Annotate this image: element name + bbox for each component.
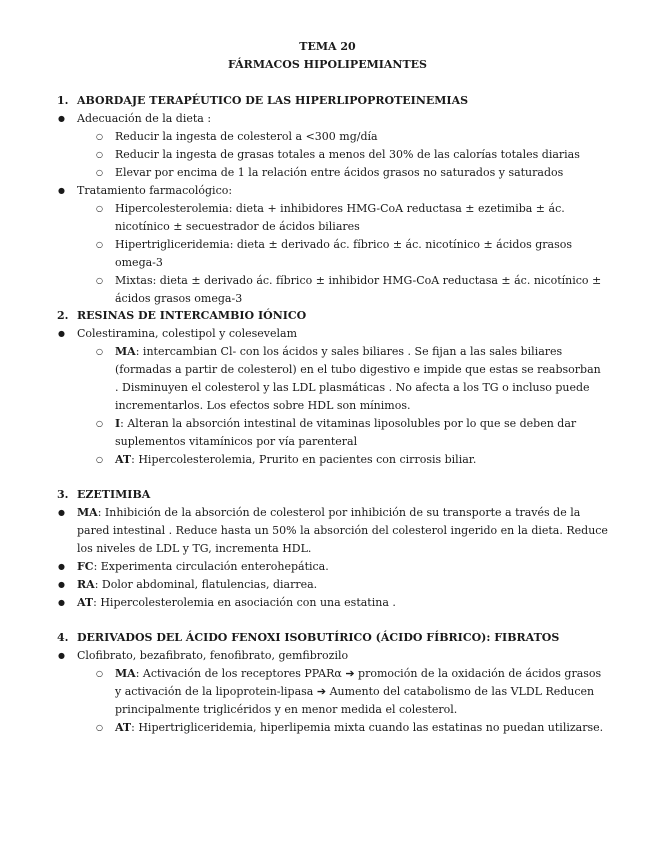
list-item: ● RA: Dolor abdominal, flatulencias, diarrea.: [57, 576, 609, 594]
section-2: [57, 307, 617, 469]
list-item: ○ I: Alteran la absorción intestinal de vitaminas liposolubles por lo que se deben dar suplementos vitamínicos por vía parenteral: [57, 415, 605, 451]
list-item: ● Colestiramina, colestipol y colesevelam: [57, 325, 609, 343]
section-4: [57, 629, 617, 737]
list-item: ● AT: Hipercolesterolemia en asociación con una estatina .: [57, 594, 609, 612]
list-item: ○ MA: intercambian Cl- con los ácidos y sales biliares . Se fijan a las sales biliares (formadas a partir de colesterol) en el tubo digestivo e impide que estas se reabsorban . Disminuyen el colesterol y las LDL plasmáticas . No afecta a los TG o incluso puede incrementarlos. Los efectos sobre HDL son mínimos.: [57, 343, 605, 415]
list-item: ○ AT: Hipercolesterolemia, Prurito en pacientes con cirrosis biliar.: [57, 451, 605, 469]
page-title: FÁRMACOS HIPOLIPEMIANTES: [227, 58, 427, 71]
topic-number: TEMA 20: [299, 40, 356, 53]
list-item: ○ MA: Activación de los receptores PPARα ➔ promoción de la oxidación de ácidos grasos y activación de la lipoprotein-lipasa ➔ Aumento del catabolismo de las VLDL Reducen principalmente triglicéridos y en menor medida el colesterol.: [57, 665, 605, 719]
list-item: ○ AT: Hipertrigliceridemia, hiperlipemia mixta cuando las estatinas no puedan utilizarse.: [57, 719, 605, 737]
list-item: ○ Mixtas: dieta ± derivado ác. fíbrico ± inhibidor HMG-CoA reductasa ± ác. nicotínico ± ácidos grasos omega-3: [57, 272, 605, 308]
list-item: ○ Elevar por encima de 1 la relación entre ácidos grasos no saturados y saturados: [57, 164, 605, 182]
list-item: ● MA: Inhibición de la absorción de colesterol por inhibición de su transporte a través de la pared intestinal . Reduce hasta un 50% la absorción del colesterol ingerido en la dieta. Reduce los niveles de LDL y TG, incrementa HDL.: [57, 504, 609, 558]
section-3: [57, 486, 617, 612]
section-1: [57, 92, 617, 308]
list-item: ● Clofibrato, bezafibrato, fenofibrato, gemfibrozilo: [57, 647, 609, 665]
list-item: ● FC: Experimenta circulación enterohepática.: [57, 558, 609, 576]
section-1-heading: 1. ABORDAJE TERAPÉUTICO DE LAS HIPERLIPOPROTEINEMIAS: [57, 94, 469, 107]
list-item: ○ Hipertrigliceridemia: dieta ± derivado ác. fíbrico ± ác. nicotínico ± ácidos grasos omega-3: [57, 236, 605, 272]
list-item: ○ Reducir la ingesta de colesterol a <300 mg/día: [57, 128, 605, 146]
section-2-heading: 2. RESINAS DE INTERCAMBIO IÓNICO: [57, 309, 307, 322]
list-item: ● Tratamiento farmacológico:: [57, 182, 609, 200]
section-4-heading: 4. DERIVADOS DEL ÁCIDO FENOXI ISOBUTÍRICO (ÁCIDO FÍBRICO): FIBRATOS: [57, 631, 560, 644]
list-item: ○ Hipercolesterolemia: dieta + inhibidores HMG-CoA reductasa ± ezetimiba ± ác. nicotínico ± secuestrador de ácidos biliares: [57, 200, 605, 236]
section-3-heading: 3. EZETIMIBA: [57, 488, 151, 501]
list-item: ○ Reducir la ingesta de grasas totales a menos del 30% de las calorías totales diarias: [57, 146, 605, 164]
list-item: ● Adecuación de la dieta :: [57, 110, 609, 128]
